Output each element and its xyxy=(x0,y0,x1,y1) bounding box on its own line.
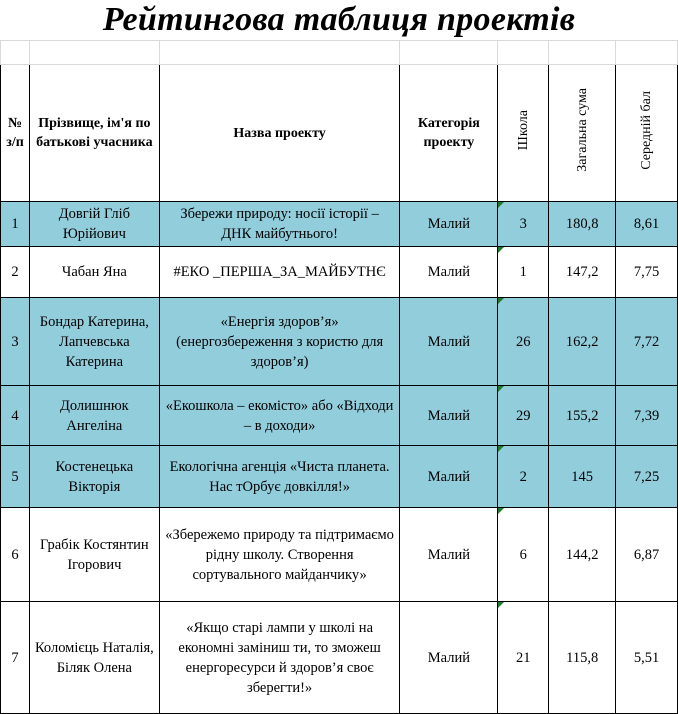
table-row xyxy=(1,602,678,714)
cell-avg: 7,72 xyxy=(616,298,678,386)
cell-total: 145 xyxy=(549,446,616,508)
header-total-label: Загальна сума xyxy=(574,88,590,172)
header-school-label: Школа xyxy=(515,109,531,151)
cell-school: 21 xyxy=(498,602,549,714)
cell-avg: 7,25 xyxy=(616,446,678,508)
table-row xyxy=(1,298,678,386)
cell-category: Малий xyxy=(400,446,498,508)
table-row xyxy=(1,247,678,298)
cell-num: 7 xyxy=(1,602,30,714)
table-row xyxy=(1,386,678,446)
cell-avg: 7,75 xyxy=(616,247,678,298)
cell-total: 147,2 xyxy=(549,247,616,298)
header-avg-label: Середній бал xyxy=(639,90,655,170)
table-row xyxy=(1,446,678,508)
cell-name: Коломієць Наталія, Біляк Олена xyxy=(29,602,159,714)
cell-name: Довгій Гліб Юрійович xyxy=(29,202,159,247)
cell-num: 2 xyxy=(1,247,30,298)
cell-num: 4 xyxy=(1,386,30,446)
cell-category: Малий xyxy=(400,602,498,714)
cell-name: Грабік Костянтин Ігорович xyxy=(29,508,159,602)
header-category: Категорія проекту xyxy=(400,65,498,202)
cell-school: 1 xyxy=(498,247,549,298)
table-row xyxy=(1,508,678,602)
cell-num: 5 xyxy=(1,446,30,508)
cell-category: Малий xyxy=(400,508,498,602)
cell-project: «Екошкола – екомісто» або «Відходи – в доходи» xyxy=(159,386,400,446)
cell-total: 155,2 xyxy=(549,386,616,446)
header-avg xyxy=(616,65,678,202)
cell-total: 162,2 xyxy=(549,298,616,386)
page-title: Рейтингова таблиця проектів xyxy=(102,1,576,38)
empty-row xyxy=(1,41,678,65)
rating-table xyxy=(0,40,678,714)
cell-school: 6 xyxy=(498,508,549,602)
header-name: Прізвище, ім'я по батькові учасника xyxy=(29,65,159,202)
cell-project: Екологічна агенція «Чиста планета. Нас тОрбує довкілля!» xyxy=(159,446,400,508)
cell-total: 180,8 xyxy=(549,202,616,247)
cell-category: Малий xyxy=(400,202,498,247)
cell-total: 115,8 xyxy=(549,602,616,714)
cell-avg: 8,61 xyxy=(616,202,678,247)
cell-num: 6 xyxy=(1,508,30,602)
cell-name: Чабан Яна xyxy=(29,247,159,298)
cell-project: «Енергія здоров’я» (енергозбереження з користю для здоров’я) xyxy=(159,298,400,386)
cell-category: Малий xyxy=(400,386,498,446)
cell-project: #ЕКО _ПЕРША_ЗА_МАЙБУТНЄ xyxy=(159,247,400,298)
header-row xyxy=(1,65,678,202)
header-total xyxy=(549,65,616,202)
cell-category: Малий xyxy=(400,298,498,386)
cell-school: 3 xyxy=(498,202,549,247)
cell-avg: 7,39 xyxy=(616,386,678,446)
cell-project: «Збережемо природу та підтримаємо рідну школу. Створення сортувального майданчику» xyxy=(159,508,400,602)
cell-avg: 6,87 xyxy=(616,508,678,602)
cell-num: 3 xyxy=(1,298,30,386)
cell-num: 1 xyxy=(1,202,30,247)
header-num: № з/п xyxy=(1,65,30,202)
cell-name: Костенецька Вікторія xyxy=(29,446,159,508)
cell-school: 29 xyxy=(498,386,549,446)
cell-school: 2 xyxy=(498,446,549,508)
cell-project: «Якщо старі лампи у школі на економні заміниш ти, то зможеш енергоресурси й здоров’я своє зберегти!» xyxy=(159,602,400,714)
header-project: Назва проекту xyxy=(159,65,400,202)
header-school xyxy=(498,65,549,202)
cell-total: 144,2 xyxy=(549,508,616,602)
cell-avg: 5,51 xyxy=(616,602,678,714)
cell-project: Збережи природу: носії історії – ДНК майбутнього! xyxy=(159,202,400,247)
cell-school: 26 xyxy=(498,298,549,386)
cell-category: Малий xyxy=(400,247,498,298)
cell-name: Бондар Катерина, Лапчевська Катерина xyxy=(29,298,159,386)
table-row xyxy=(1,202,678,247)
cell-name: Долишнюк Ангеліна xyxy=(29,386,159,446)
